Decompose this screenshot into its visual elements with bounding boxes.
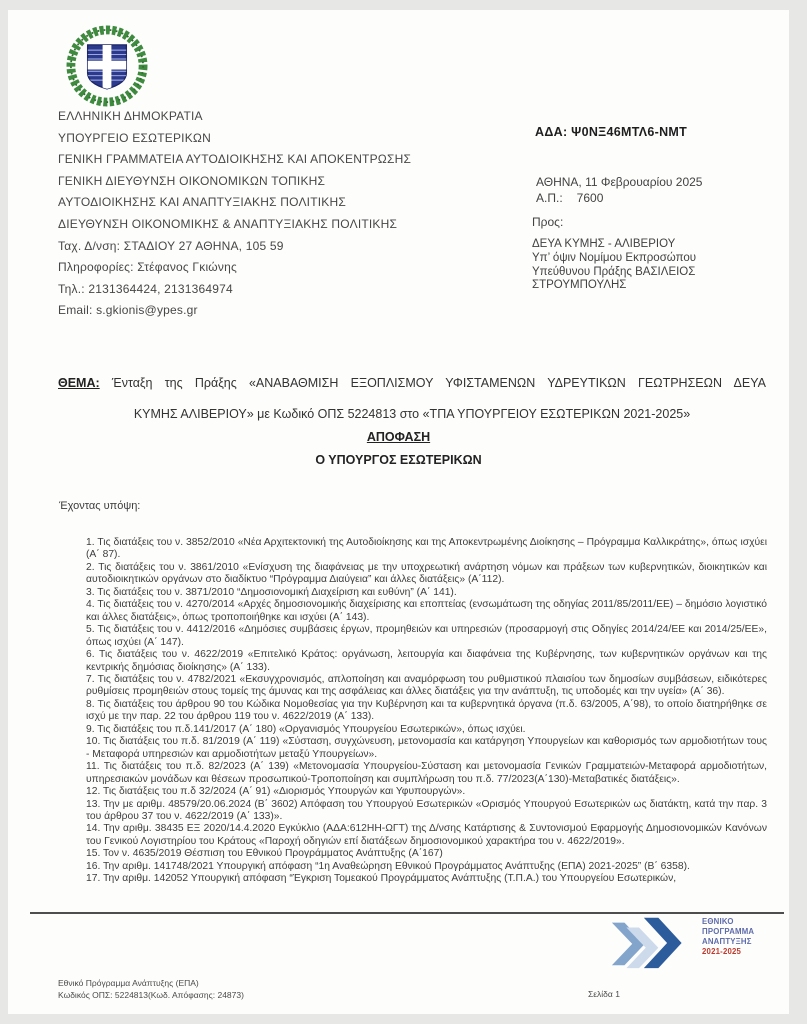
protocol-value: 7600 <box>576 191 604 205</box>
legal-basis-item: 9. Τις διατάξεις του π.δ.141/2017 (Α΄ 180) «Οργανισμός Υπουργείου Εσωτερικών», όπως ισχύει. <box>86 723 526 735</box>
epa-logo-line: ΠΡΟΓΡΑΜΜΑ <box>702 927 755 936</box>
protocol-number <box>536 191 603 205</box>
recipient-line: ΣΤΡΟΥΜΠΟΥΛΗΣ <box>532 279 627 292</box>
legal-basis-item: 7. Τις διατάξεις του ν. 4782/2021 «Εκσυγχρονισμός, απλοποίηση και αναμόρφωση του ρυθμιστικού πλαισίου των δημοσίων συμβάσεων, ειδικότερες ρυθμίσεις προμηθειών στους τομείς της άμυνας και της ασφάλειας και άλλες διατάξεις για την ανάπτυξη, τις υποδομές και την υγεία» (Α΄ 36). <box>86 673 767 698</box>
subject-text: Ένταξη της Πράξης «ΑΝΑΒΑΘΜΙΣΗ ΕΞΟΠΛΙΣΜΟΥ ΥΦΙΣΤΑΜΕΝΩΝ ΥΔΡΕΥΤΙΚΩΝ ΓΕΩΤΡΗΣΕΩΝ ΔΕΥΑ <box>111 376 766 390</box>
recipient-line: Υπεύθυνου Πράξης ΒΑΣΙΛΕΙΟΣ <box>532 265 696 278</box>
preamble: Έχοντας υπόψη: <box>59 500 141 512</box>
legal-basis-item: 13. Την με αριθμ. 48579/20.06.2024 (Β΄ 3602) Απόφαση του Υπουργού Εσωτερικών «Ορισμός Υπουργού Εσωτερικών ως διατάκτη, κατά την παρ. 3 του άρθρου 37 του ν. 4622/2019 (Α΄ 133)». <box>86 798 767 822</box>
legal-basis-item: 17. Την αριθμ. 142052 Υπουργική απόφαση “Έγκριση Τομεακού Προγράμματος Ανάπτυξης (Τ.Π.Α.) του Υπουργείου Εσωτερικών, <box>86 873 677 885</box>
legal-basis-item: 11. Τις διατάξεις του π.δ. 82/2023 (Α΄ 139) «Μετονομασία Υπουργείου-Σύσταση και μετονομασία Γενικών Γραμματειών-Μεταφορά αρμοδιοτήτων, υπηρεσιακών μονάδων και θέσεων προσωπικού-Τροποποίηση και συμπλήρωση του π.δ. 77/2023(Α΄130)-Μεταβατικές διατάξεις». <box>86 761 767 785</box>
footer-program-info <box>58 978 244 1001</box>
city-date: ΑΘΗΝΑ, 11 Φεβρουαρίου 2025 <box>536 175 703 189</box>
recipient-block <box>532 238 696 293</box>
recipient-to-label: Προς: <box>532 215 564 229</box>
epa-logo-text <box>702 917 754 957</box>
org-header-line: ΓΕΝΙΚΗ ΔΙΕΥΘΥΝΣΗ ΟΙΚΟΝΟΜΙΚΩΝ ΤΟΠΙΚΗΣ <box>58 173 326 188</box>
subject-line-1 <box>58 376 766 390</box>
protocol-label: Α.Π.: <box>536 191 563 205</box>
recipient-line: Υπ’ όψιν Νομίμου Εκπροσώπου <box>532 251 697 264</box>
org-header-line: ΕΛΛΗΝΙΚΗ ΔΗΜΟΚΡΑΤΙΑ <box>58 109 203 123</box>
document-paper <box>8 10 789 1014</box>
org-header-line: ΓΕΝΙΚΗ ΓΡΑΜΜΑΤΕΙΑ ΑΥΤΟΔΙΟΙΚΗΣΗΣ ΚΑΙ ΑΠΟΚΕΝΤΡΩΣΗΣ <box>58 152 412 167</box>
subject-line-2: ΚΥΜΗΣ ΑΛΙΒΕΡΙΟΥ» με Κωδικό ΟΠΣ 5224813 στο «ΤΠΑ ΥΠΟΥΡΓΕΙΟΥ ΕΣΩΤΕΡΙΚΩΝ 2021-2025» <box>133 407 691 421</box>
org-header-line: Πληροφορίες: Στέφανος Γκιώνης <box>58 260 237 275</box>
epa-logo-line: ΑΝΑΠΤΥΞΗΣ <box>702 937 752 946</box>
footer-program-line1: Εθνικό Πρόγραμμα Ανάπτυξης (ΕΠΑ) <box>58 978 199 988</box>
legal-basis-item: 2. Τις διατάξεις του ν. 3861/2010 «Ενίσχυση της διαφάνειας με την υποχρεωτική ανάρτηση νόμων και πράξεων των κυβερνητικών, διοικητικών και αυτοδιοικητικών οργάνων στο διαδίκτυο “Πρόγραμμα Διαύγεια” και άλλες διατάξεις» (Α΄112). <box>86 561 767 586</box>
decision-title: ΑΠΟΦΑΣΗ <box>366 430 431 444</box>
subject-label: ΘΕΜΑ: <box>58 376 100 390</box>
legal-basis-item: 10. Τις διατάξεις του π.δ. 81/2019 (Α΄ 119) «Σύσταση, συγχώνευση, μετονομασία και κατάργηση Υπουργείων και καθορισμός των αρμοδιοτήτων τους - Μεταφορά υπηρεσιών και αρμοδιοτήτων μεταξύ Υπουργείων». <box>86 736 767 760</box>
epa-program-logo-icon <box>608 913 700 971</box>
org-header-block <box>58 106 411 322</box>
legal-basis-item: 8. Τις διατάξεις του άρθρου 90 του Κώδικα Νομοθεσίας για την Κυβέρνηση και τα κυβερνητικά όργανα (π.δ. 63/2005, Α΄98), το οποίο διατηρήθηκε σε ισχύ με την παρ. 22 του άρθρου 119 του ν. 4622/2019 (Α΄ 133). <box>86 698 767 723</box>
org-header-line: ΔΙΕΥΘΥΝΣΗ ΟΙΚΟΝΟΜΙΚΗΣ & ΑΝΑΠΤΥΞΙΑΚΗΣ ΠΟΛΙΤΙΚΗΣ <box>58 216 398 231</box>
legal-basis-item: 5. Τις διατάξεις του ν. 4412/2016 «Δημόσιες συμβάσεις έργων, προμηθειών και υπηρεσιών (προσαρμογή στις Οδηγίες 2014/24/ΕΕ και 2014/25/ΕΕ», όπως ισχύει (Α΄ 147). <box>86 624 767 648</box>
epa-logo-lines <box>702 917 754 947</box>
legal-basis-item: 14. Την αριθμ. 38435 ΕΞ 2020/14.4.2020 Εγκύκλιο (ΑΔΑ:612ΗΗ-ΩΓΤ) της Δ/νσης Κατάρτισης & Συντονισμού Εφαρμογής Δημοσιονομικών Κανόνων του Γενικού Λογιστηρίου του Κράτους «Παροχή οδηγιών επί διατάξεων δημοσιονομικού χαρακτήρα του ν. 4622/2019». <box>86 823 767 847</box>
legal-basis-list <box>86 537 767 886</box>
org-header-line: Ταχ. Δ/νση: ΣΤΑΔΙΟΥ 27 ΑΘΗΝΑ, 105 59 <box>58 238 284 253</box>
org-header-line: Τηλ.: 2131364424, 2131364974 <box>58 281 233 296</box>
legal-basis-item: 4. Τις διατάξεις του ν. 4270/2014 «Αρχές δημοσιονομικής διαχείρισης και εποπτείας (ενσωμάτωση της οδηγίας 2011/85/2011/ΕΕ) – δημόσιο λογιστικό και άλλες διατάξεις», όπως τροποποιήθηκε και ισχύει (Α΄ 143). <box>86 599 767 623</box>
org-header-line: ΑΥΤΟΔΙΟΙΚΗΣΗΣ ΚΑΙ ΑΝΑΠΤΥΞΙΑΚΗΣ ΠΟΛΙΤΙΚΗΣ <box>58 195 346 210</box>
org-header-line: Email: s.gkionis@ypes.gr <box>58 303 198 318</box>
recipient-line: ΔΕΥΑ ΚΥΜΗΣ - ΑΛΙΒΕΡΙΟΥ <box>532 238 676 250</box>
legal-basis-item: 6. Τις διατάξεις του ν. 4622/2019 «Επιτελικό Κράτος: οργάνωση, λειτουργία και διαφάνεια της Κυβέρνησης, των κυβερνητικών οργάνων και της κεντρικής δημόσιας διοίκησης» (Α΄ 133). <box>86 649 767 673</box>
legal-basis-item: 3. Τις διατάξεις του ν. 3871/2010 “Δημοσιονομική Διαχείριση και ευθύνη” (Α΄ 141). <box>86 586 457 598</box>
epa-logo-years: 2021-2025 <box>702 947 742 956</box>
org-header-line: ΥΠΟΥΡΓΕΙΟ ΕΣΩΤΕΡΙΚΩΝ <box>58 130 211 145</box>
legal-basis-item: 12. Τις διατάξεις του π.δ 32/2024 (Α΄ 91) «Διορισμός Υπουργών και Υφυπουργών». <box>86 786 466 798</box>
footer-program-line2: Κωδικός ΟΠΣ: 5224813(Κωδ. Απόφασης: 24873) <box>58 989 244 1000</box>
legal-basis-item: 1. Τις διατάξεις του ν. 3852/2010 «Νέα Αρχιτεκτονική της Αυτοδιοίκησης και της Αποκεντρωμένης Διοίκησης – Πρόγραμμα Καλλικράτης», όπως ισχύει (Α΄ 87). <box>86 537 767 561</box>
greek-coat-of-arms-icon <box>62 22 152 110</box>
legal-basis-item: 16. Την αριθμ. 141748/2021 Υπουργική απόφαση “1η Αναθεώρηση Εθνικού Προγράμματος Ανάπτυξης (ΕΠΑ) 2021-2025” (Β΄ 6358). <box>86 860 690 872</box>
legal-basis-item: 15. Τον ν. 4635/2019 Θέσπιση του Εθνικού Προγράμματος Ανάπτυξης (Α΄167) <box>86 848 443 860</box>
epa-logo-line: ΕΘΝΙΚΟ <box>702 917 734 926</box>
ada-code: ΑΔΑ: Ψ0ΝΞ46ΜΤΛ6-ΝΜΤ <box>535 125 688 139</box>
page-number: Σελίδα 1 <box>588 989 620 999</box>
decision-subtitle: Ο ΥΠΟΥΡΓΟΣ ΕΣΩΤΕΡΙΚΩΝ <box>315 453 482 467</box>
